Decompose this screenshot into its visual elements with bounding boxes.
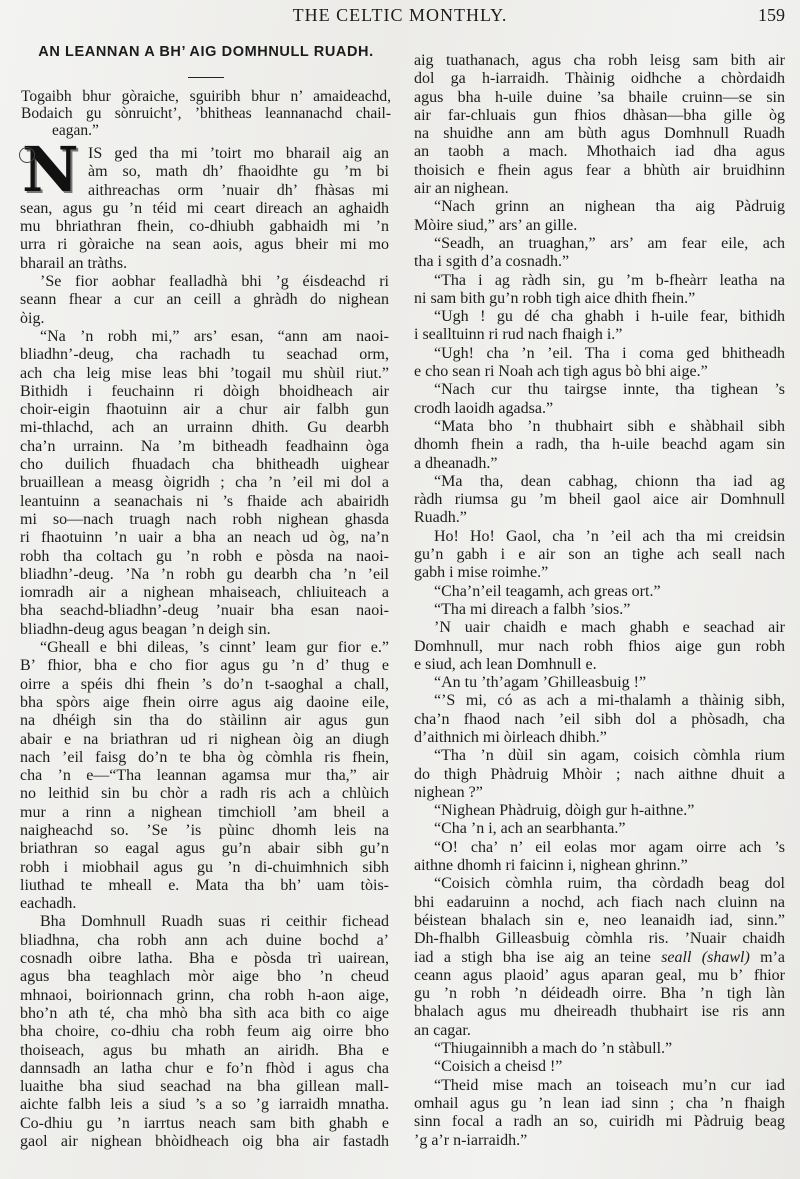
paragraph [414, 1040, 785, 1058]
text-line: ceann agus plaoid’ agus aparan geal, mu b’ fhior [414, 966, 785, 984]
text-line: abair e na briathran ud ri nighean òig an diugh [20, 730, 389, 748]
text-line: mi so—nach truagh nach robh nighean ghasda [20, 510, 389, 528]
page-number: 159 [758, 5, 785, 25]
text-line: àm so, math dh’ fhaoidhte gu ’m bi [88, 163, 389, 181]
text-line: aichte falbh leis a siud ’s a so ’g iarraidh mnatha. [20, 1096, 389, 1114]
paragraph [414, 692, 785, 747]
text-line: “Nach grinn an nighean tha aig Pàdruig [434, 198, 785, 216]
text-line: bliadhn’-deug, cha rachadh tu seachad orm, [20, 346, 389, 364]
text-line: bhi eadaruinn a nochd, ach fiach nach cluinn na [414, 893, 785, 911]
text-line: seann fhear a cur an ceill a ghràdh do nighean [20, 291, 389, 309]
text-line: a dheanadh.” [414, 454, 498, 472]
text-line: aithne dhomh ri faicinn i, nighean ghrinn.” [414, 857, 688, 875]
text-line: “Na ’n robh mi,” ars’ esan, “ann am naoi- [40, 327, 389, 345]
text-line: mu bhriathran fhein, co-dhiubh gabhaidh mi ’n [20, 218, 389, 236]
text-line: briathran so eagal agus gu’n abair sibh gu’n [20, 840, 389, 858]
text-line: bha spòrs aige fhein oirre agus aig daoine eile, [20, 693, 389, 711]
text-line: dannsadh an latha chur e fo’n fhòd i agus cha [20, 1059, 389, 1077]
text-line: naigheachd so. ’Se ’is pùinc dhomh leis na [20, 821, 389, 839]
text-line: e cho sean ri Noah ach tigh agus bò bhi aige.” [414, 363, 708, 381]
text-line: ’Se fior aobhar fealladhà bhi ’g éisdeachd ri [40, 273, 389, 291]
text-line: leantuinn a seanachais ni ’s fhaide ach abairidh [20, 492, 389, 510]
text-line: “Cha’n’eil teagamh, ach greas ort.” [434, 582, 661, 600]
paragraph [414, 1058, 785, 1076]
text-line: thoiseach, agus bu mhath an airidh. Bha e [20, 1041, 389, 1059]
paragraph [414, 1077, 785, 1150]
text-line: “Seadh, an truaghan,” ars’ am fear eile, ach [434, 234, 785, 252]
text-line: “Tha i ag ràdh sin, gu ’m b-fheàrr leatha na [434, 271, 785, 289]
text-line: an cagar. [414, 1021, 471, 1039]
text-line: Bha Domhnull Ruadh suas ri ceithir fichead [40, 913, 389, 931]
text-line: “Cha ’n i, ach an searbhanta.” [434, 820, 626, 838]
paragraph [414, 674, 785, 692]
paragraph [414, 528, 785, 583]
text-line: an taobh a mach. Mhothaich iad dha agus [414, 143, 785, 161]
text-line: òig. [20, 309, 45, 327]
text-line: dhomh fhein a radh, tha h-uile beachd agam sin [414, 436, 785, 454]
text-line: i sealltuinn ri rud nach fhaigh i.” [414, 326, 623, 344]
paragraph [20, 913, 389, 1151]
text-line: nighean ?” [414, 783, 483, 801]
text-line: “Ugh ! gu dé cha ghabh i h-uile fear, bithidh [434, 308, 785, 326]
text-line: urra ri gòraiche na sean aois, agus bheir mi mo [20, 236, 389, 254]
text-line: aig tuathanach, agus cha robh leisg sam bith air [414, 52, 785, 69]
text-line: “An tu ’th’agam ’Ghilleasbuig !” [434, 674, 647, 692]
text-line: dol ga h-iarraidh. Thàinig oidhche a chòrdaidh [414, 70, 785, 88]
text-line: ’N uair chaidh e mach ghabh e seachad air [434, 619, 785, 637]
left-column [20, 133, 389, 1151]
text-line: B’ fhior, bha e cho fior agus gu ’n d’ thug e [20, 657, 389, 675]
text-line: bha choire, co-dhiu cha robh feum aig oirre bho [20, 1023, 389, 1041]
text-line: Ho! Ho! Gaol, cha ’n ’eil ach tha mi creidsin [434, 527, 785, 545]
epigraph [21, 88, 391, 139]
paragraph [414, 802, 785, 820]
text-line: gaol air nighean bhòidheach oig bha air fastadh [20, 1133, 389, 1151]
text-line: “Gheall e bhi dileas, ’s cinnt’ leam gur fior e.” [40, 639, 389, 657]
text-line: robh i miobhail agus gu ’n di-chuimhnich sibh [20, 858, 389, 876]
text-line: “’S mi, có as ach a mi-thalamh a thàinig sibh, [434, 692, 785, 710]
text-line: “Coisich a cheisd !” [434, 1058, 563, 1076]
text-line: Dh-fhalbh Gilleasbuig còmhla ris. ’Nuair chaidh [414, 930, 785, 948]
paragraph [414, 583, 785, 601]
text-line: cosnadh oibre latha. Bha e pòsda trì uairean, [20, 950, 389, 968]
right-column [414, 52, 785, 1150]
text-line: no leithid sin bu chòr a radh ris ach a chlùich [20, 785, 389, 803]
paragraph [414, 839, 785, 876]
text-line: Domhnull, mur nach robh fhios aige gun robh [414, 637, 785, 655]
paragraph [414, 272, 785, 309]
paragraph [414, 235, 785, 272]
text-line: na shuidhe ann am bùth agus Domhnull Ruadh [414, 125, 785, 143]
text-line: omhail agus gu ’n lean iad sinn ; cha ’n fhaigh [414, 1094, 785, 1112]
text-line: tha i sgith d’a cosnadh.” [414, 253, 570, 271]
text-line: luaithe bha siud seachad na bha gillean mall- [20, 1078, 389, 1096]
text-line: ràdh riumsa gu ’m bheil gaol aice air Domhnull [414, 491, 785, 509]
text-line: cha ’n e—“Tha leannan agamsa mur tha,” air [20, 767, 389, 785]
text-line: béistean bhalach sin e, neo leanaidh iad, sinn.” [414, 911, 785, 929]
text-line: bliadhna, cha robh ann ach duine bochd a’ [20, 931, 389, 949]
journal-title: THE CELTIC MONTHLY. [292, 5, 508, 25]
text-line: thoisich e fhein agus fear a bhùth air bruidhinn [414, 161, 785, 179]
paragraph [20, 273, 389, 328]
text-line: “O! cha’ n’ eil eolas mor agam oirre ach ’s [434, 838, 785, 856]
text-line: bruaillean a measg òigridh ; cha ’n ’eil mi dol a [20, 474, 389, 492]
paragraph [414, 198, 785, 235]
paragraph [414, 473, 785, 528]
text-line: iomradh air a nighean mhaiseach, chliuiteach a [20, 584, 389, 602]
text-line: crodh laoidh agadsa.” [414, 399, 554, 417]
paragraph [414, 875, 785, 1040]
paragraph [414, 52, 785, 198]
text-line: “Ugh! cha ’n ’eil. Tha i coma ged bhitheadh [434, 344, 785, 362]
paragraph [414, 345, 785, 382]
text-line: bha seachd-bliadhn’-deug ’nuair bha esan naoi- [20, 602, 389, 620]
running-header [0, 5, 800, 29]
text-segment: m’a [749, 948, 786, 966]
text-line: ni sam bith gu’n robh tigh aice dhith fhein.” [414, 289, 696, 307]
text-line: Bithidh i feuchainn ri dòigh bhoidheach air [20, 382, 389, 400]
text-line: d’aithnich mi òirleach dhibh.” [414, 728, 607, 746]
text-line: robh tha coltach gu ’n robh e pòsda na naoi- [20, 547, 389, 565]
text-line: “Theid mise mach an toiseach mu’n cur iad [434, 1076, 785, 1094]
text-line: “Nach cur thu tairgse innte, tha tighean ’s [434, 381, 785, 399]
drop-cap-initial: N [22, 133, 79, 206]
text-line: gu’n gabh i e air son an tighe ach seall nach [414, 546, 785, 564]
text-line: mi-thlachd, ach an urrainn dhith. Gu dearbh [20, 419, 389, 437]
text-line: “Tha ’n dùil sin agam, coisich còmhla rium [434, 747, 785, 765]
epigraph-line: eagan.” [52, 122, 99, 139]
text-line: ach cha leig mise leas bhi ’togail mu shùil riut.” [20, 364, 389, 382]
text-line: ’g a’r n-iarraidh.” [414, 1131, 528, 1149]
text-line: liuthad te mheall e. Mata tha bh’ uam tòis- [20, 876, 389, 894]
article-title: AN LEANNAN A BH’ AIG DOMHNULL RUADH. [38, 44, 374, 60]
text-line: “Mata bho ’n thubhairt sibh e shàbhail sibh [434, 417, 785, 435]
text-line: bliadhn’-deug. ’Na ’n robh gu dearbh cha ’n ’eil [20, 565, 389, 583]
text-line: bho’n ath té, cha mhò bha sìth aca bith co aige [20, 1004, 389, 1022]
paragraph [414, 820, 785, 838]
italic-term: seall (shawl) [661, 948, 750, 966]
text-line: air far-chluais gun fhios dhàsan—bha gille òg [414, 106, 785, 124]
text-line: agus bha teaghlach mòr aige bho ’n cheud [20, 968, 389, 986]
text-line: sinn focal a radh an so, cuiridh mi Pàdruig beag [414, 1113, 785, 1131]
text-line: bharail an tràths. [20, 254, 128, 272]
text-line: “Ma tha, dean cabhag, chionn tha iad ag [434, 472, 785, 490]
text-line: “Coisich còmhla ruim, tha còrdadh beag dol [434, 875, 785, 893]
text-line: “Tha mi direach a falbh ’sios.” [434, 600, 631, 618]
text-line: Ruadh.” [414, 509, 467, 527]
text-line: mhnaoi, boirionnach grinn, cha robh h-aon aige, [20, 986, 389, 1004]
title-divider [188, 77, 224, 78]
text-line: na dhéigh sin tha do stàilinn air agus gun [20, 712, 389, 730]
text-line: oirre a spéis dhi fhein ’s do’n t-saoghal a chall, [20, 675, 389, 693]
epigraph-line: Togaibh bhur gòraiche, sguiribh bhur n’ amaideachd, [21, 88, 391, 105]
text-line: bliadhn-deug agus beagan ’n deigh sin. [20, 620, 271, 638]
text-line: eachadh. [20, 895, 77, 913]
text-line: e siud, ach lean Domhnull e. [414, 655, 597, 673]
text-line: gu ’n robh ’n déideadh oirre. Bha ’n tigh làn [414, 985, 785, 1003]
text-line: gabh i mise roimhe.” [414, 564, 549, 582]
text-line: Mòire siud,” ars’ an gille. [414, 216, 578, 234]
paragraph [20, 328, 389, 639]
text-line: choir-eigin fhaotuinn air a chur air falbh gun [20, 401, 389, 419]
text-segment: iad a stigh bha ise aig an teine [414, 948, 662, 966]
text-line: sean, agus gu ’n téid mi ceart direach an aghaidh [20, 199, 389, 217]
text-line [414, 949, 785, 967]
paragraph [414, 747, 785, 802]
text-line: cha’n urrainn. Na ’m bitheadh feadhainn òga [20, 437, 389, 455]
epigraph-line: Bodaich gu sònruicht’, ’bhitheas leannanachd chail- [21, 105, 391, 122]
paragraph [20, 639, 389, 913]
paragraph [414, 418, 785, 473]
paragraph [414, 308, 785, 345]
text-line: mur a rinn a nighean timchioll ’am bheil a [20, 803, 389, 821]
text-line: bhalach agus mu dheireadh thubhairt ise ris ann [414, 1003, 785, 1021]
paragraph [414, 619, 785, 674]
text-line: cha’n fhaod nach ’eil sibh dol a phòsadh, cha [414, 710, 785, 728]
text-line: agus bha h-uile duine ’sa bhaile cruinn—se sin [414, 88, 785, 106]
text-line: aithreachas orm ’nuair dh’ fhàsas mi [88, 181, 389, 199]
text-line: do thigh Phàdruig Mhòir ; nach aithne dhuit a [414, 765, 785, 783]
paragraph [20, 133, 389, 273]
text-line: air an nighean. [414, 180, 509, 198]
paragraph [414, 381, 785, 418]
paragraph [414, 601, 785, 619]
text-line: ri fhaotuinn ’n uair a bha an neach ud òg, na’n [20, 529, 389, 547]
text-line: “Nighean Phàdruig, dòigh gur h-aithne.” [434, 802, 695, 820]
text-line: “Thiugainnibh a mach do ’n stàbull.” [434, 1040, 673, 1058]
text-line: nach ’eil faisg do’n te bha òg còmhla ris fhein, [20, 748, 389, 766]
text-line: IS ged tha mi ’toirt mo bharail aig an [88, 145, 389, 162]
text-line: Co-dhiu gu ’n iarrtus neach sam bith ghabh e [20, 1114, 389, 1132]
text-line: cho duilich fhuadach cha bhitheadh uighear [20, 456, 389, 474]
